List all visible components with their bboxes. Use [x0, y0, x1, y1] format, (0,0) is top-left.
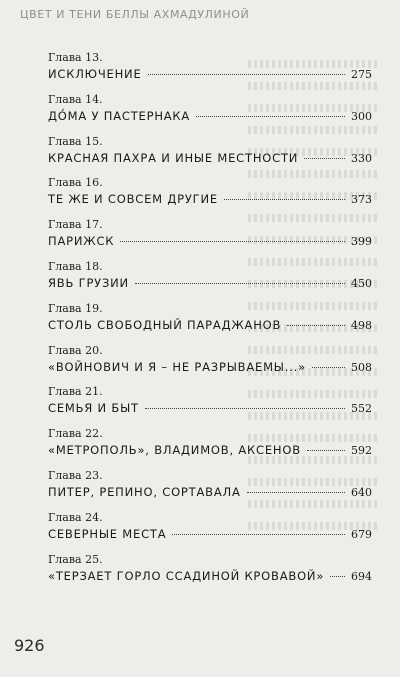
dot-leader — [304, 158, 345, 159]
chapter-row — [48, 443, 372, 457]
chapter-title: ИСКЛЮЧЕНИЕ — [48, 67, 142, 81]
chapter-label: Глава 20. — [48, 343, 103, 357]
toc-entry[interactable] — [48, 93, 372, 135]
chapter-page-number: 373 — [351, 193, 372, 207]
chapter-label: Глава 17. — [48, 218, 103, 232]
chapter-page-number: 450 — [351, 276, 372, 290]
chapter-label: Глава 13. — [48, 51, 103, 64]
toc-entry[interactable] — [48, 302, 372, 344]
chapter-row — [48, 192, 372, 206]
dot-leader — [247, 492, 345, 493]
dot-leader — [287, 325, 345, 326]
chapter-row — [48, 318, 372, 332]
chapter-title: «ВОЙНОВИЧ И Я – НЕ РАЗРЫВАЕМЫ...» — [48, 359, 306, 374]
chapter-row — [48, 276, 372, 290]
dot-leader — [307, 450, 345, 451]
dot-leader — [145, 408, 345, 409]
dot-leader — [172, 534, 345, 535]
toc-entry[interactable] — [48, 344, 372, 386]
chapter-page-number: 552 — [351, 402, 372, 416]
chapter-page-number: 679 — [351, 527, 372, 541]
toc-entry[interactable] — [48, 553, 372, 595]
chapter-title: «ТЕРЗАЕТ ГОРЛО ССАДИНОЙ КРОВАВОЙ» — [48, 568, 325, 583]
toc-entry[interactable] — [48, 427, 372, 469]
chapter-label: Глава 16. — [48, 176, 103, 190]
dot-leader — [224, 199, 345, 200]
chapter-title: «МЕТРОПОЛЬ», ВЛАДИМОВ, АКСЕНОВ — [48, 443, 301, 458]
toc-entry[interactable] — [48, 176, 372, 218]
dot-leader — [135, 283, 345, 284]
toc-entry[interactable] — [48, 51, 372, 93]
chapter-title: СТОЛЬ СВОБОДНЫЙ ПАРАДЖАНОВ — [48, 317, 282, 332]
chapter-title: ПИТЕР, РЕПИНО, СОРТАВАЛА — [48, 484, 241, 499]
chapter-label: Глава 15. — [48, 134, 103, 148]
toc-entry[interactable] — [48, 469, 372, 511]
chapter-label: Глава 14. — [48, 92, 103, 106]
chapter-page-number: 300 — [351, 109, 372, 123]
chapter-title: ТЕ ЖЕ И СОВСЕМ ДРУГИЕ — [48, 192, 218, 207]
page-number: 926 — [14, 636, 45, 655]
chapter-title: ЯВЬ ГРУЗИИ — [48, 275, 129, 290]
dot-leader — [330, 576, 345, 577]
chapter-title: СЕВЕРНЫЕ МЕСТА — [48, 526, 167, 541]
chapter-label: Глава 23. — [48, 468, 103, 482]
chapter-label: Глава 18. — [48, 259, 103, 273]
chapter-row — [48, 67, 372, 81]
chapter-page-number: 330 — [351, 151, 372, 165]
chapter-label: Глава 22. — [48, 427, 103, 441]
chapter-label: Глава 19. — [48, 301, 103, 315]
chapter-title: СЕМЬЯ И БЫТ — [48, 401, 139, 416]
dot-leader — [312, 367, 345, 368]
dot-leader — [120, 241, 345, 242]
chapter-row — [48, 360, 372, 374]
toc-entry[interactable] — [48, 260, 372, 302]
chapter-row — [48, 109, 372, 123]
toc-entry[interactable] — [48, 385, 372, 427]
chapter-row — [48, 401, 372, 415]
chapter-row — [48, 569, 372, 583]
chapter-title: ДО́МА У ПАСТЕРНАКА — [48, 108, 191, 123]
chapter-label: Глава 21. — [48, 385, 103, 399]
chapter-label: Глава 24. — [48, 510, 103, 524]
chapter-row — [48, 234, 372, 248]
chapter-title: ПАРИЖСК — [48, 234, 115, 249]
chapter-label: Глава 25. — [48, 552, 103, 566]
chapter-page-number: 399 — [351, 235, 372, 249]
chapter-title: КРАСНАЯ ПАХРА И ИНЫЕ МЕСТНОСТИ — [48, 150, 299, 165]
running-header: ЦВЕТ И ТЕНИ БЕЛЛЫ АХМАДУЛИНОЙ — [20, 8, 250, 21]
chapter-page-number: 592 — [351, 444, 372, 458]
dot-leader — [148, 74, 345, 75]
chapter-page-number: 640 — [351, 485, 372, 499]
chapter-row — [48, 151, 372, 165]
dot-leader — [196, 116, 345, 117]
chapter-page-number: 694 — [351, 569, 372, 583]
chapter-row — [48, 485, 372, 499]
toc-entry[interactable] — [48, 511, 372, 553]
table-of-contents — [48, 51, 372, 594]
toc-entry[interactable] — [48, 135, 372, 177]
chapter-page-number: 498 — [351, 318, 372, 332]
toc-entry[interactable] — [48, 218, 372, 260]
chapter-page-number: 275 — [351, 68, 372, 81]
chapter-page-number: 508 — [351, 360, 372, 374]
chapter-row — [48, 527, 372, 541]
